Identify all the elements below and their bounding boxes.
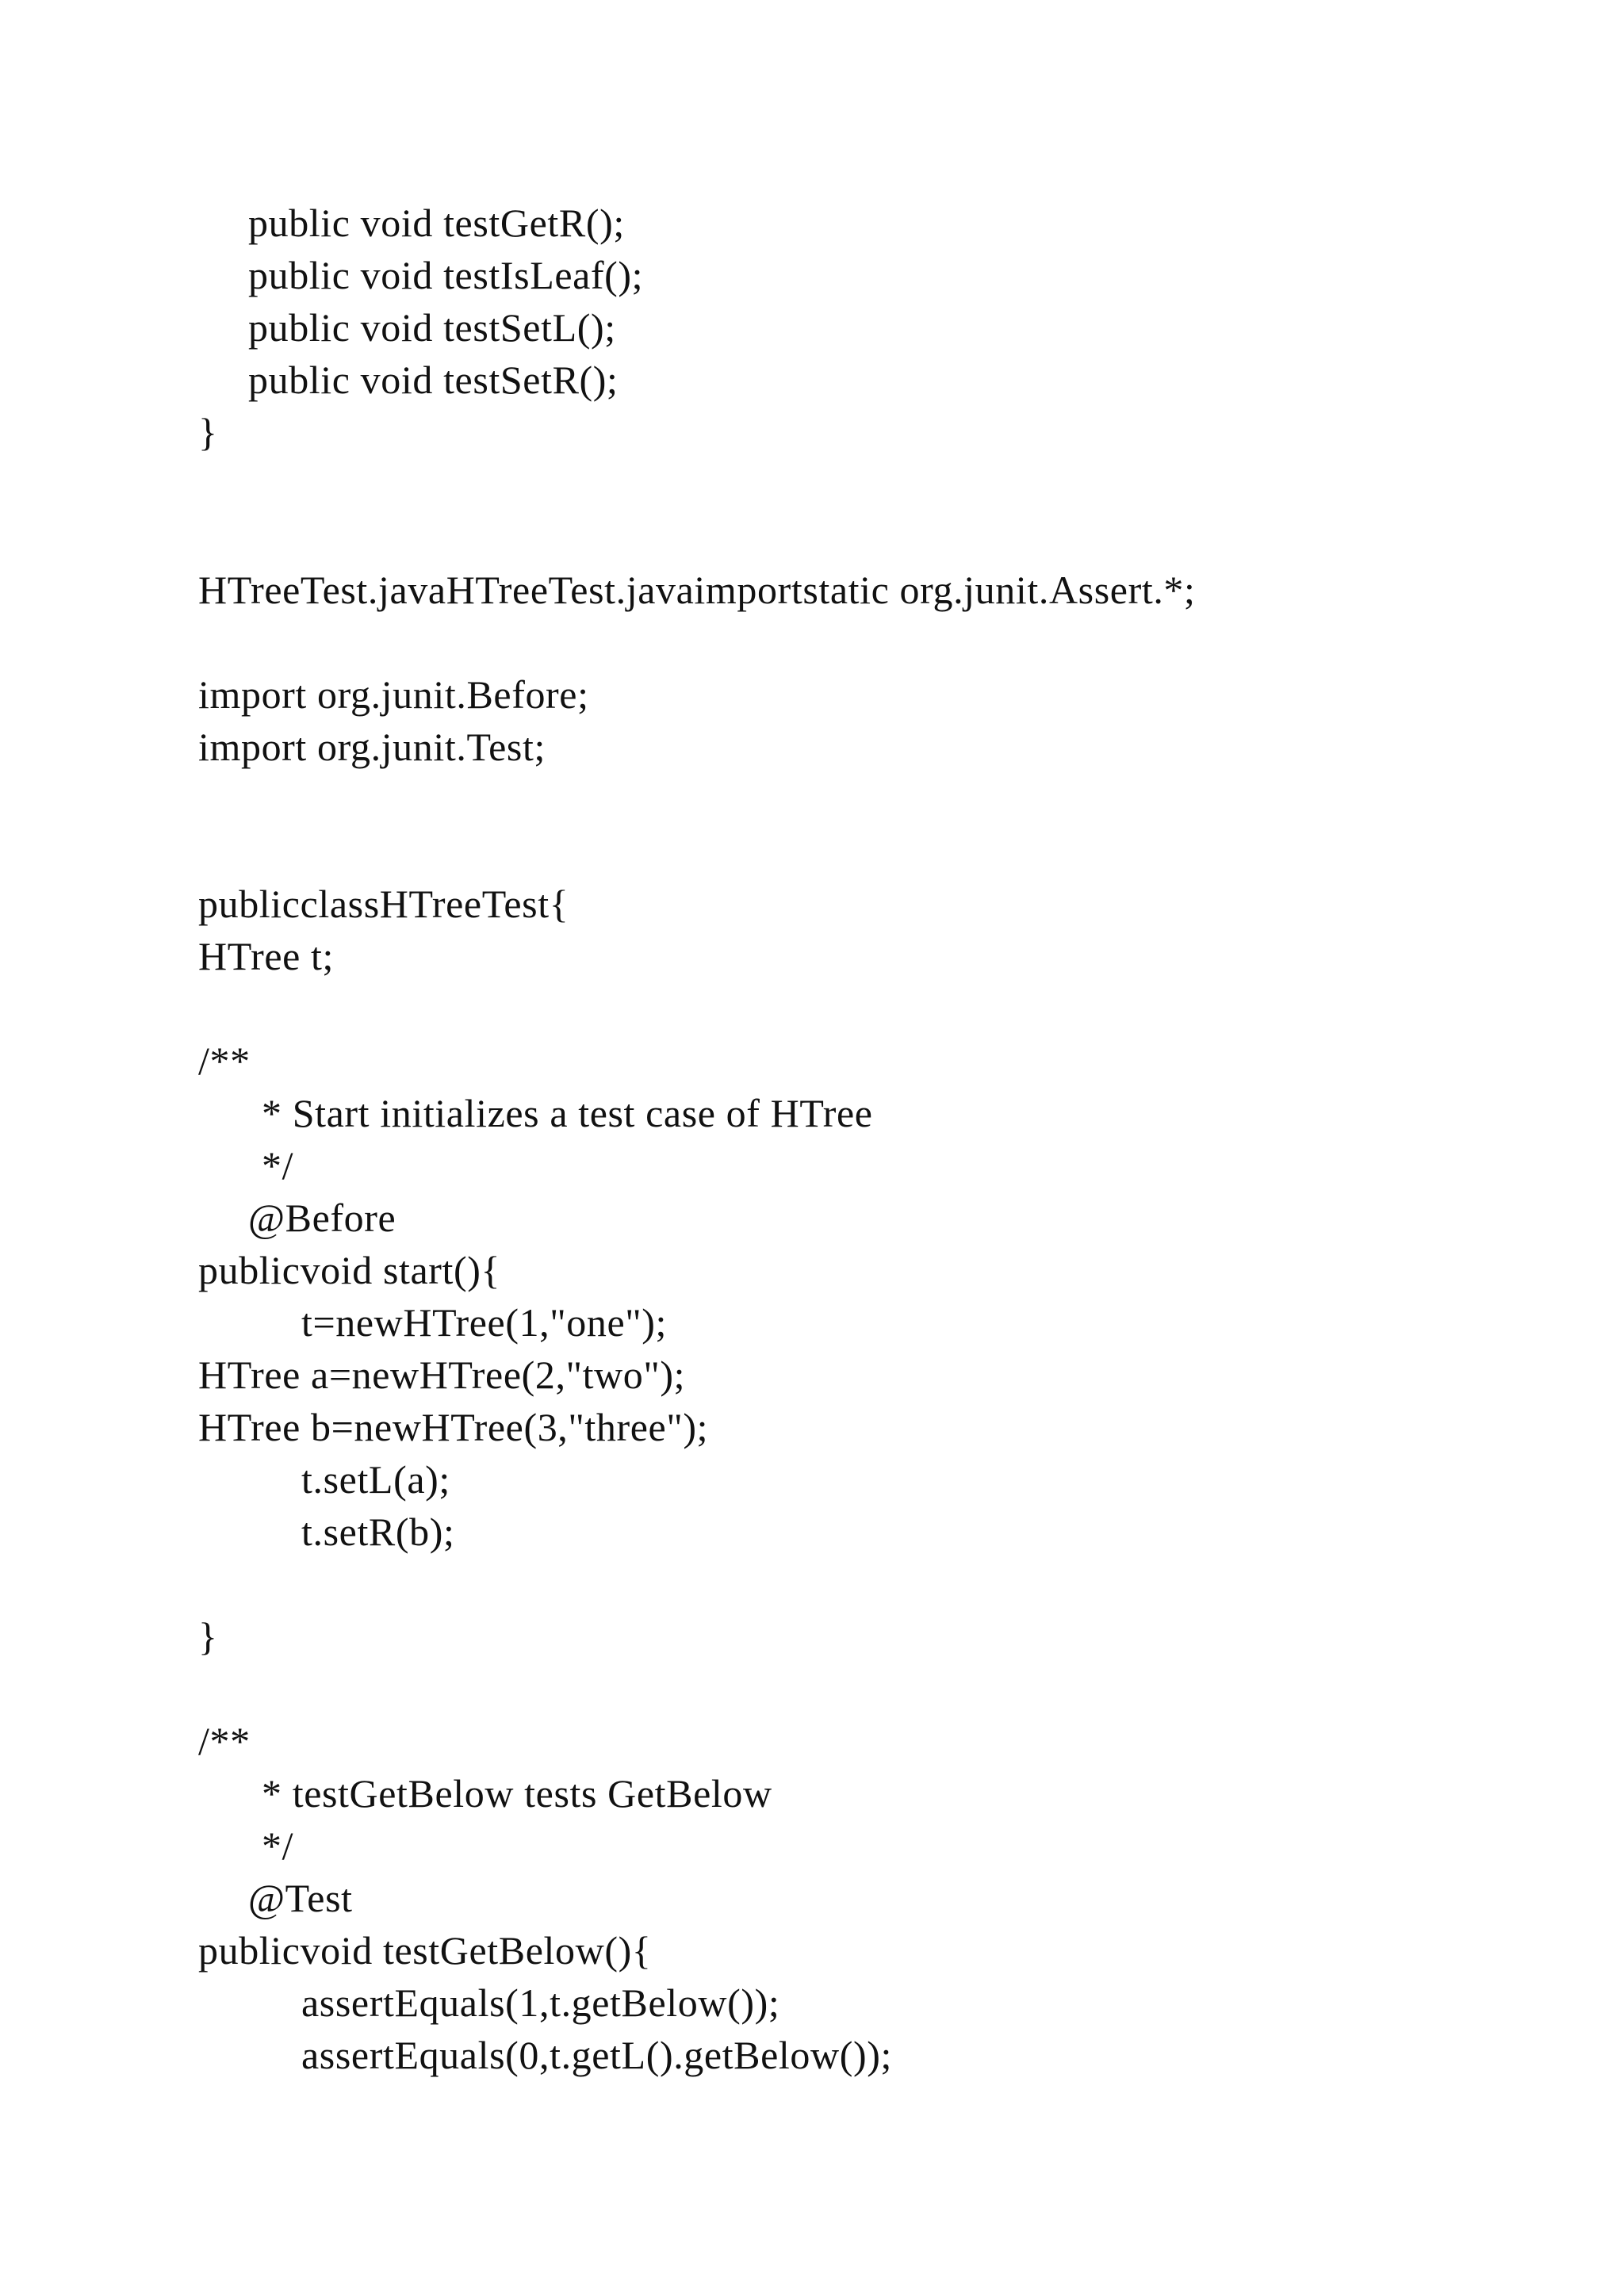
code-line: HTreeTest.javaHTreeTest.javaimportstatic org.junit.Assert.*; <box>198 568 1196 612</box>
code-line: /** <box>198 1719 251 1763</box>
code-line: * Start initializes a test case of HTree <box>262 1091 873 1135</box>
code-line: HTree t; <box>198 934 335 978</box>
code-line: /** <box>198 1039 251 1083</box>
code-line: */ <box>262 1823 294 1868</box>
code-line: @Test <box>248 1876 353 1920</box>
code-line: } <box>198 410 218 454</box>
code-line: t.setR(b); <box>301 1510 455 1554</box>
code-line: publicclassHTreeTest{ <box>198 882 569 926</box>
code-line: publicvoid start(){ <box>198 1248 501 1292</box>
code-line: */ <box>262 1143 294 1188</box>
code-line: assertEquals(0,t.getL().getBelow()); <box>301 2033 892 2077</box>
code-line: public void testIsLeaf(); <box>248 253 644 297</box>
code-line: HTree b=newHTree(3,"three"); <box>198 1405 709 1449</box>
code-line: * testGetBelow tests GetBelow <box>262 1771 772 1816</box>
code-line: public void testSetL(); <box>248 305 616 350</box>
code-line: t.setL(a); <box>301 1457 450 1502</box>
code-line: public void testSetR(); <box>248 358 619 402</box>
code-line: @Before <box>248 1196 396 1240</box>
code-line: } <box>198 1614 218 1659</box>
code-line: import org.junit.Test; <box>198 725 546 769</box>
code-line: import org.junit.Before; <box>198 672 589 717</box>
code-line: assertEquals(1,t.getBelow()); <box>301 1980 780 2025</box>
code-line: t=newHTree(1,"one"); <box>301 1300 668 1345</box>
code-line: HTree a=newHTree(2,"two"); <box>198 1353 686 1397</box>
code-line: public void testGetR(); <box>248 201 625 245</box>
code-line: publicvoid testGetBelow(){ <box>198 1928 652 1973</box>
